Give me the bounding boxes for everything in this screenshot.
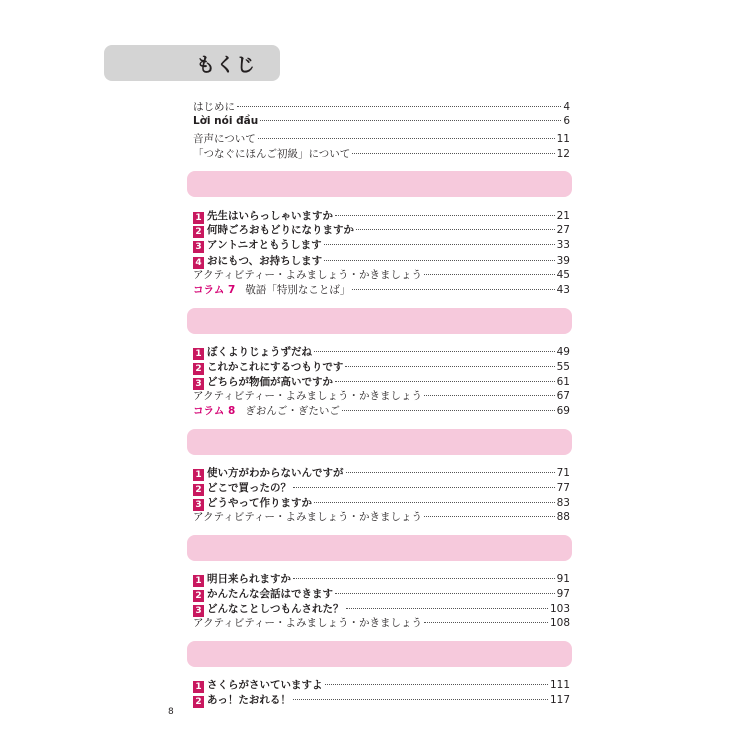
lesson-number-badge: 2	[193, 696, 204, 708]
toc-entry-label	[193, 586, 333, 602]
toc-page-number: 103	[549, 603, 570, 615]
toc-entry-title: 「つなぐにほんご初級」について	[193, 148, 351, 160]
dot-leader	[293, 699, 548, 700]
dot-leader	[237, 106, 561, 107]
toc-entry[interactable]	[193, 267, 570, 281]
toc-entry[interactable]	[193, 495, 570, 509]
dot-leader	[346, 472, 555, 473]
toc-title-box	[104, 45, 280, 81]
toc-entry-title: おにもつ、お持ちします	[207, 255, 323, 267]
toc-page-number: 43	[556, 284, 570, 296]
toc-title: もくじ	[196, 54, 257, 76]
dot-leader	[335, 215, 555, 216]
toc-entry-label	[193, 359, 343, 375]
toc-page-number: 71	[556, 467, 570, 479]
lesson-number-badge: 1	[193, 575, 204, 587]
unit-header-band	[187, 535, 572, 561]
toc-page-number: 83	[556, 497, 570, 509]
toc-entry-label	[193, 267, 422, 282]
toc-entry[interactable]	[193, 344, 570, 358]
toc-entry-title: さくらがさいていますよ	[207, 679, 323, 691]
toc-entry-title: コラム 7	[193, 284, 236, 296]
toc-entry-label	[193, 388, 422, 403]
toc-entry-label	[193, 237, 322, 253]
toc-entry-label	[193, 677, 323, 693]
toc-entry[interactable]	[193, 282, 570, 296]
dot-leader	[342, 410, 555, 411]
toc-page-number: 27	[556, 224, 570, 236]
dot-leader	[345, 366, 554, 367]
lesson-number-badge: 2	[193, 484, 204, 496]
dot-leader	[352, 153, 554, 154]
dot-leader	[424, 395, 555, 396]
toc-entry[interactable]	[193, 222, 570, 236]
unit-header-band	[187, 641, 572, 667]
toc-entry-title: どこで買ったの？	[207, 482, 291, 494]
dot-leader	[324, 260, 555, 261]
toc-entry-title: 何時ごろおもどりになりますか	[207, 224, 354, 236]
toc-entry-label	[193, 615, 422, 630]
unit-header-band	[187, 171, 572, 197]
toc-entry-label	[193, 282, 350, 297]
toc-entry-title: 明日来られますか	[207, 573, 291, 585]
dot-leader	[293, 487, 555, 488]
toc-page-number: 91	[556, 573, 570, 585]
toc-entry-label	[193, 146, 350, 161]
lesson-number-badge: 1	[193, 212, 204, 224]
dot-leader	[314, 502, 555, 503]
toc-entry-label	[193, 131, 256, 146]
toc-entry-title: アクティビティー・よみましょう・かきましょう	[193, 390, 423, 402]
toc-entry[interactable]	[193, 480, 570, 494]
lesson-number-badge: 3	[193, 499, 204, 511]
toc-page-number: 55	[556, 361, 570, 373]
toc-entry-title: 先生はいらっしゃいますか	[207, 210, 333, 222]
dot-leader	[346, 608, 548, 609]
toc-entry[interactable]	[193, 571, 570, 585]
dot-leader	[293, 578, 555, 579]
toc-entry-label	[193, 465, 344, 481]
toc-entry[interactable]	[193, 601, 570, 615]
toc-entry-label	[193, 403, 340, 418]
toc-entry-title: アクティビティー・よみましょう・かきましょう	[193, 511, 423, 523]
toc-entry[interactable]	[193, 692, 570, 706]
toc-entry[interactable]	[193, 237, 570, 251]
toc-entry[interactable]	[193, 615, 570, 629]
toc-entry[interactable]	[193, 115, 570, 129]
toc-entry-title: はじめに	[193, 101, 235, 113]
toc-page-number: 49	[556, 346, 570, 358]
lesson-number-badge: 3	[193, 241, 204, 253]
toc-entry[interactable]	[193, 374, 570, 388]
toc-entry[interactable]	[193, 388, 570, 402]
toc-page-number: 21	[556, 210, 570, 222]
toc-page-number: 67	[556, 390, 570, 402]
page-number: 8	[168, 707, 174, 717]
lesson-number-badge: 1	[193, 469, 204, 481]
toc-entry-title: ぼくよりじょうずだね	[207, 346, 312, 358]
toc-entry-title: かんたんな会話はできます	[207, 588, 333, 600]
lesson-number-badge: 2	[193, 226, 204, 238]
toc-entry[interactable]	[193, 253, 570, 267]
dot-leader	[352, 289, 554, 290]
toc-entry-label	[193, 115, 258, 127]
toc-entry-title: これかこれにするつもりです	[207, 361, 344, 373]
dot-leader	[335, 381, 555, 382]
toc-entry[interactable]	[193, 131, 570, 145]
toc-page-number: 45	[556, 269, 570, 281]
toc-page-number: 69	[556, 405, 570, 417]
lesson-number-badge: 3	[193, 378, 204, 390]
column-topic: ぎおんご・ぎたいご	[245, 405, 340, 417]
toc-page-number: 111	[549, 679, 570, 691]
dot-leader	[324, 244, 555, 245]
toc-entry[interactable]	[193, 586, 570, 600]
toc-entry-title: アクティビティー・よみましょう・かきましょう	[193, 617, 423, 629]
toc-entry-title: アクティビティー・よみましょう・かきましょう	[193, 269, 423, 281]
toc-page-number: 77	[556, 482, 570, 494]
toc-page-number: 33	[556, 239, 570, 251]
toc-page-number: 61	[556, 376, 570, 388]
lesson-number-badge: 1	[193, 681, 204, 693]
lesson-number-badge: 4	[193, 257, 204, 269]
toc-entry-title: あっ！たおれる！	[207, 694, 291, 706]
toc-entry-title: 音声について	[193, 133, 256, 145]
toc-entry-label	[193, 571, 291, 587]
toc-entry-title: どちらが物価が高いですか	[207, 376, 333, 388]
toc-entry-title: アントニオともうします	[207, 239, 322, 251]
toc-page-number: 39	[556, 255, 570, 267]
toc-entry[interactable]	[193, 465, 570, 479]
toc-entry-title: 使い方がわからないんですが	[207, 467, 344, 479]
unit-header-band	[187, 429, 572, 455]
toc-entry-label	[193, 222, 354, 238]
toc-page-number: 97	[556, 588, 570, 600]
toc-entry[interactable]	[193, 403, 570, 417]
dot-leader	[260, 120, 561, 121]
toc-entry[interactable]	[193, 208, 570, 222]
toc-entry-label	[193, 480, 291, 496]
toc-page-number: 11	[556, 133, 570, 145]
dot-leader	[424, 274, 555, 275]
dot-leader	[424, 622, 548, 623]
toc-entry-title: どうやって作りますか	[207, 497, 312, 509]
toc-entry-label	[193, 509, 422, 524]
toc-entry-title: Lời nói đầu	[193, 115, 259, 127]
unit-header-band	[187, 308, 572, 334]
toc-entry[interactable]	[193, 509, 570, 523]
toc-page-number: 6	[563, 115, 570, 127]
toc-entry[interactable]	[193, 146, 570, 160]
lesson-number-badge: 3	[193, 605, 204, 617]
toc-page-number: 117	[549, 694, 570, 706]
toc-page-number: 12	[556, 148, 570, 160]
toc-entry[interactable]	[193, 677, 570, 691]
toc-page-number: 108	[549, 617, 570, 629]
toc-entry-title: どんなことしつもんされた？	[207, 603, 344, 615]
dot-leader	[314, 351, 555, 352]
column-topic: 敬語「特別なことば」	[245, 284, 351, 296]
toc-entry[interactable]	[193, 99, 570, 113]
dot-leader	[325, 684, 548, 685]
toc-entry[interactable]	[193, 359, 570, 373]
toc-entry-label	[193, 344, 312, 360]
lesson-number-badge: 2	[193, 363, 204, 375]
lesson-number-badge: 1	[193, 348, 204, 360]
dot-leader	[424, 516, 555, 517]
dot-leader	[258, 138, 555, 139]
toc-page-number: 4	[563, 101, 570, 113]
toc-entry-label	[193, 692, 291, 708]
dot-leader	[335, 593, 555, 594]
dot-leader	[356, 229, 555, 230]
lesson-number-badge: 2	[193, 590, 204, 602]
toc-entry-label	[193, 99, 235, 114]
toc-page-number: 88	[556, 511, 570, 523]
toc-entry-title: コラム 8	[193, 405, 236, 417]
